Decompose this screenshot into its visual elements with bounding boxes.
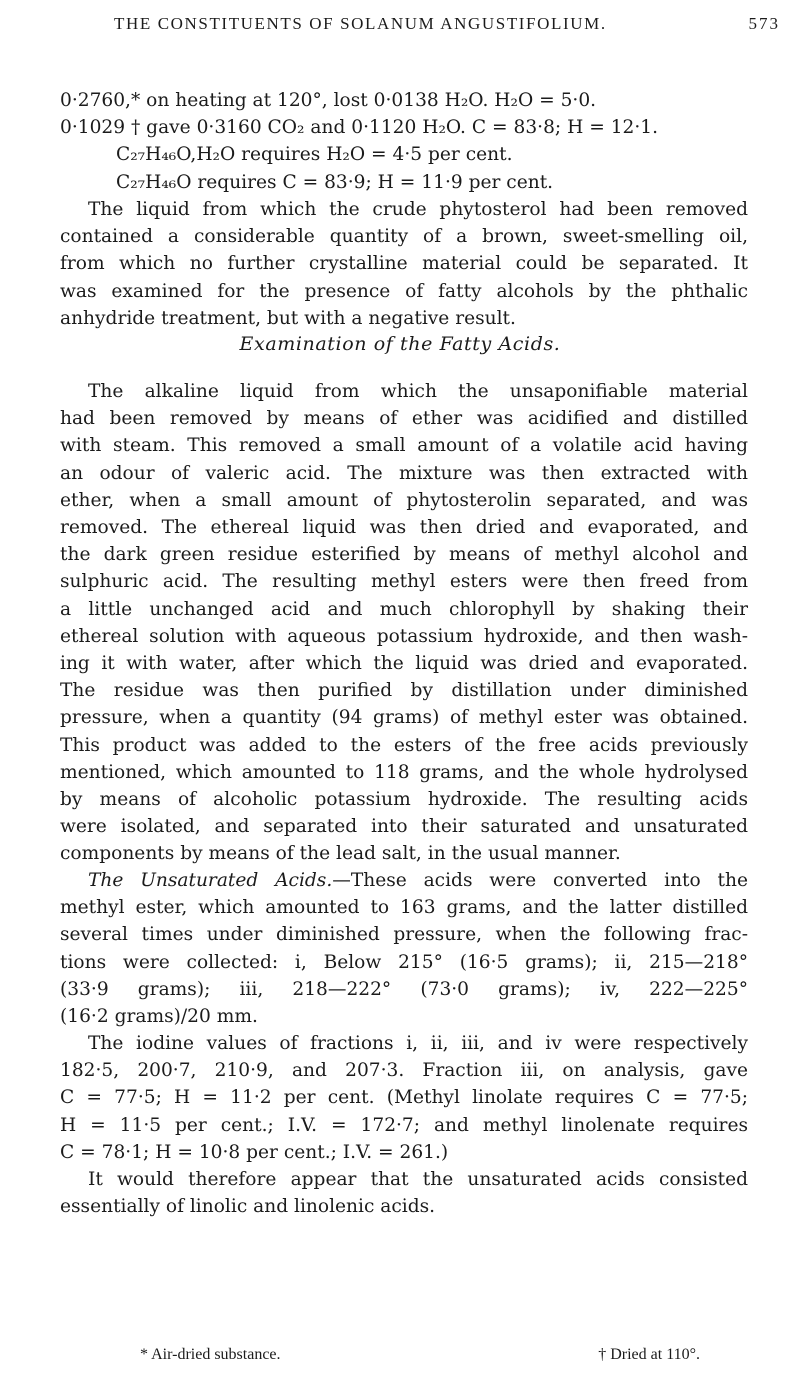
text-line: ether, when a small amount of phytosterolin separated, and was [60,489,748,511]
text-line: H = 11·5 per cent.; I.V. = 172·7; and methyl linolenate requires [60,1114,748,1136]
text-line: a little unchanged acid and much chlorophyll by shaking their [60,598,748,620]
running-title: THE CONSTITUENTS OF SOLANUM ANGUSTIFOLIUM. [114,14,607,33]
footnote-air-dried: * Air-dried substance. [140,1346,281,1363]
analysis-line: 0·2760,* on heating at 120°, lost 0·0138 H₂O. H₂O = 5·0. [60,90,597,111]
text-line: an odour of valeric acid. The mixture was then extracted with [60,462,748,484]
paragraph-iodine-values [60,1030,748,1166]
text-line: The residue was then purified by distillation under diminished [60,680,748,702]
text-line: mentioned, which amounted to 118 grams, and the whole hydrolysed [60,761,748,783]
analysis-line: 0·1029 † gave 0·3160 CO₂ and 0·1120 H₂O. C = 83·8; H = 12·1. [60,117,659,139]
analysis-results [60,87,748,196]
text-line: (16·2 grams)/20 mm. [60,1006,258,1028]
footnote-dried: † Dried at 110°. [598,1346,700,1363]
text-line: C = 77·5; H = 11·2 per cent. (Methyl linolate requires C = 77·5; [60,1087,748,1109]
text-line: It would therefore appear that the unsaturated acids consisted [88,1169,748,1190]
text-line: had been removed by means of ether was acidified and distilled [60,408,748,430]
text-line: 182·5, 200·7, 210·9, and 207·3. Fraction iii, on analysis, gave [60,1060,748,1082]
paragraph-fatty-acids [60,378,748,868]
run-in-heading: The Unsaturated Acids. [88,870,333,891]
section-heading: Examination of the Fatty Acids. [239,333,561,355]
analysis-line: C₂₇H₄₆O requires C = 83·9; H = 11·9 per cent. [116,171,554,193]
footnotes [140,1346,700,1364]
text-line [60,867,748,894]
run-in-text: —These acids were converted into the [332,870,748,891]
text-line: removed. The ethereal liquid was then dried and evaporated, and [60,517,748,539]
text-line: the dark green residue esterified by means of methyl alcohol and [60,544,748,566]
running-header [114,14,780,34]
analysis-line: C₂₇H₄₆O,H₂O requires H₂O = 4·5 per cent. [116,144,513,166]
text-line: The liquid from which the crude phytosterol had been removed [88,199,748,220]
text-line: was examined for the presence of fatty alcohols by the phthalic [60,280,748,302]
text-line: with steam. This removed a small amount of a volatile acid having [60,435,748,457]
text-line: several times under diminished pressure, when the following frac- [60,924,748,946]
text-line: (33·9 grams); iii, 218—222° (73·0 grams); iv, 222—225° [60,978,748,1000]
text-line: essentially of linolic and linolenic acids. [60,1196,436,1218]
text-line: C = 78·1; H = 10·8 per cent.; I.V. = 261.) [60,1141,449,1163]
paragraph-conclusion [60,1166,748,1220]
text-line: The iodine values of fractions i, ii, iii, and iv were respectively [88,1033,748,1054]
text-line: The alkaline liquid from which the unsaponifiable material [88,381,748,402]
text-line: ing it with water, after which the liquid was dried and evaporated. [60,653,748,675]
text-line: by means of alcoholic potassium hydroxide. The resulting acids [60,789,748,811]
text-line: ethereal solution with aqueous potassium hydroxide, and then wash- [60,625,748,647]
text-line: pressure, when a quantity (94 grams) of methyl ester was obtained. [60,707,748,729]
text-line: anhydride treatment, but with a negative result. [60,307,516,329]
page-number: 573 [748,14,780,33]
text-line: This product was added to the esters of the free acids previously [60,734,748,756]
text-line: contained a considerable quantity of a brown, sweet-smelling oil, [60,226,748,248]
text-line: methyl ester, which amounted to 163 grams, and the latter distilled [60,897,748,919]
text-line: tions were collected: i, Below 215° (16·5 grams); ii, 215—218° [60,951,748,973]
text-line: sulphuric acid. The resulting methyl esters were then freed from [60,571,748,593]
paragraph-unsaturated-acids [60,867,748,1030]
paragraph-phytosterol-oil [60,196,748,332]
text-line: were isolated, and separated into their saturated and unsaturated [60,816,748,838]
text-line: components by means of the lead salt, in the usual manner. [60,843,621,865]
text-line: from which no further crystalline material could be separated. It [60,253,748,275]
